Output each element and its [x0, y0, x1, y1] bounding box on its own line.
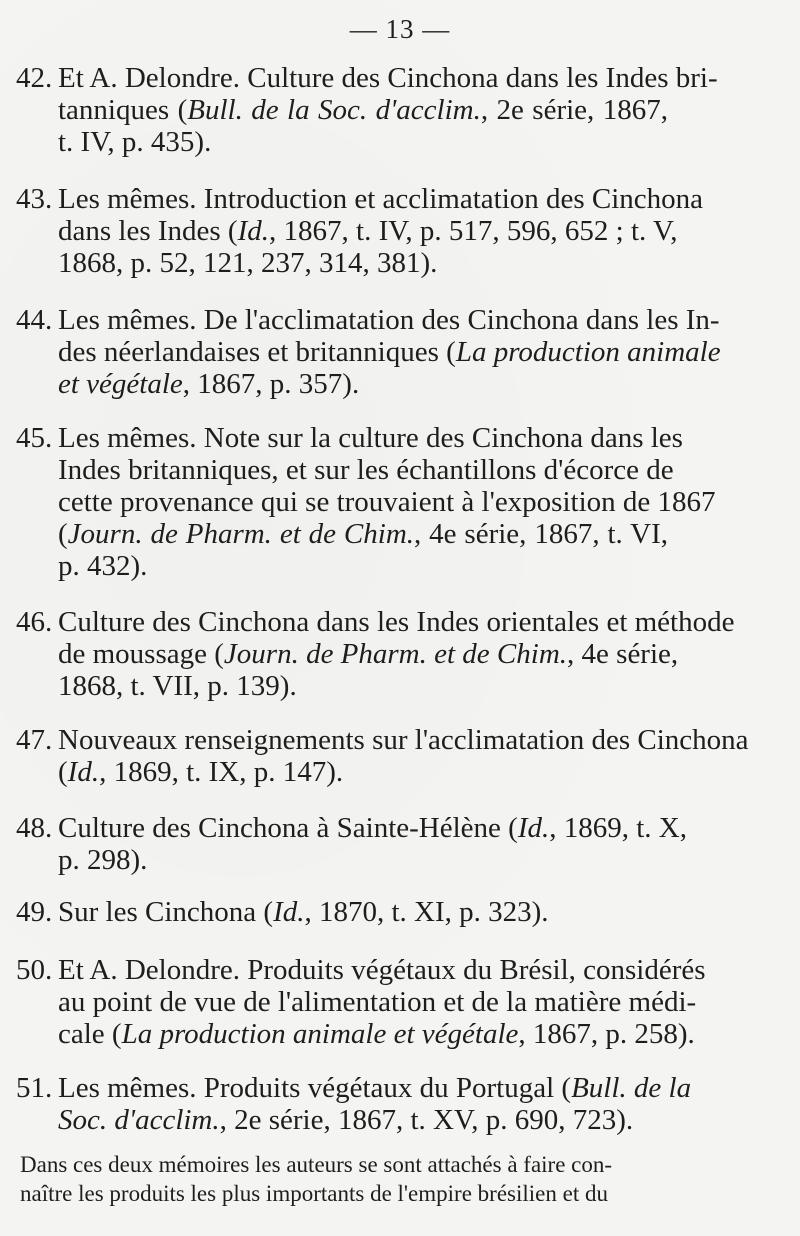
entry-text: , 2e série, 1867, t. XV, p. 690, 723).	[219, 1104, 634, 1136]
entry-italic: Id.	[237, 215, 270, 247]
bibliography-entry	[16, 183, 704, 279]
bibliography-entry	[16, 954, 706, 1050]
entry-line	[58, 1104, 668, 1136]
note-paragraph	[20, 1150, 670, 1208]
entry-line	[58, 896, 668, 928]
entry-line: (Journ. de Pharm. et de Chim., 4e série, 1867, t. VI,	[58, 518, 668, 550]
entry-line	[58, 368, 668, 400]
entry-number: 49.	[16, 896, 53, 928]
entry-number: 43.	[16, 183, 53, 215]
entry-text: , 1867, t. IV, p. 517, 596, 652 ; t. V,	[269, 215, 678, 247]
entry-line: Nouveaux renseignements sur l'acclimatation des Cinchona	[58, 724, 749, 756]
note-line: naître les produits les plus importants de l'empire brésilien et du	[20, 1181, 608, 1206]
entry-line: Les mêmes. De l'acclimatation des Cinchona dans les In-	[58, 304, 720, 336]
entry-italic: La production animale et végétale	[121, 1018, 519, 1050]
entry-text: Sur les Cinchona (	[58, 896, 274, 928]
entry-italic: Soc. d'acclim.	[58, 1104, 220, 1136]
page-number: — 13 —	[349, 14, 451, 44]
entry-line	[58, 812, 687, 844]
entry-text: , 1867, p. 357).	[182, 368, 360, 400]
entry-text: , 2e série, 1867,	[480, 94, 668, 126]
entry-italic: Bull. de la Soc. d'acclim.	[187, 94, 481, 126]
bibliography-entry	[16, 62, 718, 158]
entry-number: 46.	[16, 606, 53, 638]
entry-text: , 1867, p. 258).	[518, 1018, 695, 1050]
bibliography-entry	[16, 606, 735, 702]
bibliography-entry	[16, 1072, 692, 1136]
entry-text: cale (	[58, 1018, 122, 1050]
entry-number: 47.	[16, 724, 53, 756]
entry-text: , 1869, t. X,	[549, 812, 687, 844]
entry-line: cette provenance qui se trouvaient à l'exposition de 1867	[58, 486, 716, 518]
entry-line	[58, 336, 721, 368]
entry-text: , 1869, t. IX, p. 147).	[99, 756, 344, 788]
entry-italic: Id.	[273, 896, 305, 928]
entry-line	[58, 1018, 695, 1050]
entry-text: Les mêmes. Produits végétaux du Portugal (	[58, 1072, 572, 1104]
entry-text: , 4e série,	[567, 638, 679, 670]
entry-line: 1868, p. 52, 121, 237, 314, 381).	[58, 247, 438, 279]
entry-number: 51.	[16, 1072, 53, 1104]
entry-line	[58, 215, 678, 247]
entry-line	[58, 1072, 692, 1104]
entry-line: 1868, t. VII, p. 139).	[58, 670, 297, 702]
entry-line: Les mêmes. Introduction et acclimatation des Cinchona	[58, 183, 704, 215]
entry-italic: et végétale	[58, 368, 183, 400]
bibliography-entry	[16, 812, 687, 876]
entry-text: , 4e série, 1867, t. VI,	[414, 518, 668, 550]
bibliography-entry	[16, 422, 716, 582]
entry-line: Indes britanniques, et sur les échantillons d'écorce de	[58, 454, 674, 486]
entry-italic: Id.	[517, 812, 550, 844]
entry-line: Les mêmes. Note sur la culture des Cinchona dans les	[58, 422, 683, 454]
entry-number: 42.	[16, 62, 53, 94]
entry-italic: Id.	[67, 756, 100, 788]
entry-italic: Bull. de la	[571, 1072, 692, 1104]
entry-number: 48.	[16, 812, 53, 844]
entry-italic: Journ. de Pharm. et de Chim.	[67, 518, 415, 550]
entry-line: Et A. Delondre. Culture des Cinchona dans les Indes bri-	[58, 62, 718, 94]
entry-line: Culture des Cinchona dans les Indes orientales et méthode	[58, 606, 735, 638]
entry-italic: La production animale	[455, 336, 721, 368]
entry-italic: Journ. de Pharm. et de Chim.	[223, 638, 568, 670]
entry-number: 50.	[16, 954, 53, 986]
entry-line: p. 432).	[58, 550, 148, 582]
entry-text: tanniques (	[58, 94, 188, 126]
entry-line: p. 298).	[58, 844, 148, 876]
entry-line: t. IV, p. 435).	[58, 126, 212, 158]
entry-text: dans les Indes (	[58, 215, 238, 247]
entry-text: Culture des Cinchona à Sainte-Hélène (	[58, 812, 518, 844]
note-line: Dans ces deux mémoires les auteurs se sont attachés à faire con-	[20, 1152, 613, 1177]
entry-text: des néerlandaises et britanniques (	[58, 336, 456, 368]
entry-line: (Id., 1869, t. IX, p. 147).	[58, 756, 344, 788]
entry-number: 44.	[16, 304, 53, 336]
entry-text: , 1870, t. XI, p. 323).	[304, 896, 549, 928]
bibliography-entry	[16, 304, 721, 400]
bibliography-entry	[16, 724, 749, 788]
bibliography-entry	[16, 896, 668, 928]
entry-line	[58, 638, 679, 670]
entry-text: de moussage (	[58, 638, 224, 670]
entry-line: Et A. Delondre. Produits végétaux du Brésil, considérés	[58, 954, 706, 986]
entry-number: 45.	[16, 422, 53, 454]
entry-line: au point de vue de l'alimentation et de la matière médi-	[58, 986, 697, 1018]
entry-line	[58, 94, 668, 126]
